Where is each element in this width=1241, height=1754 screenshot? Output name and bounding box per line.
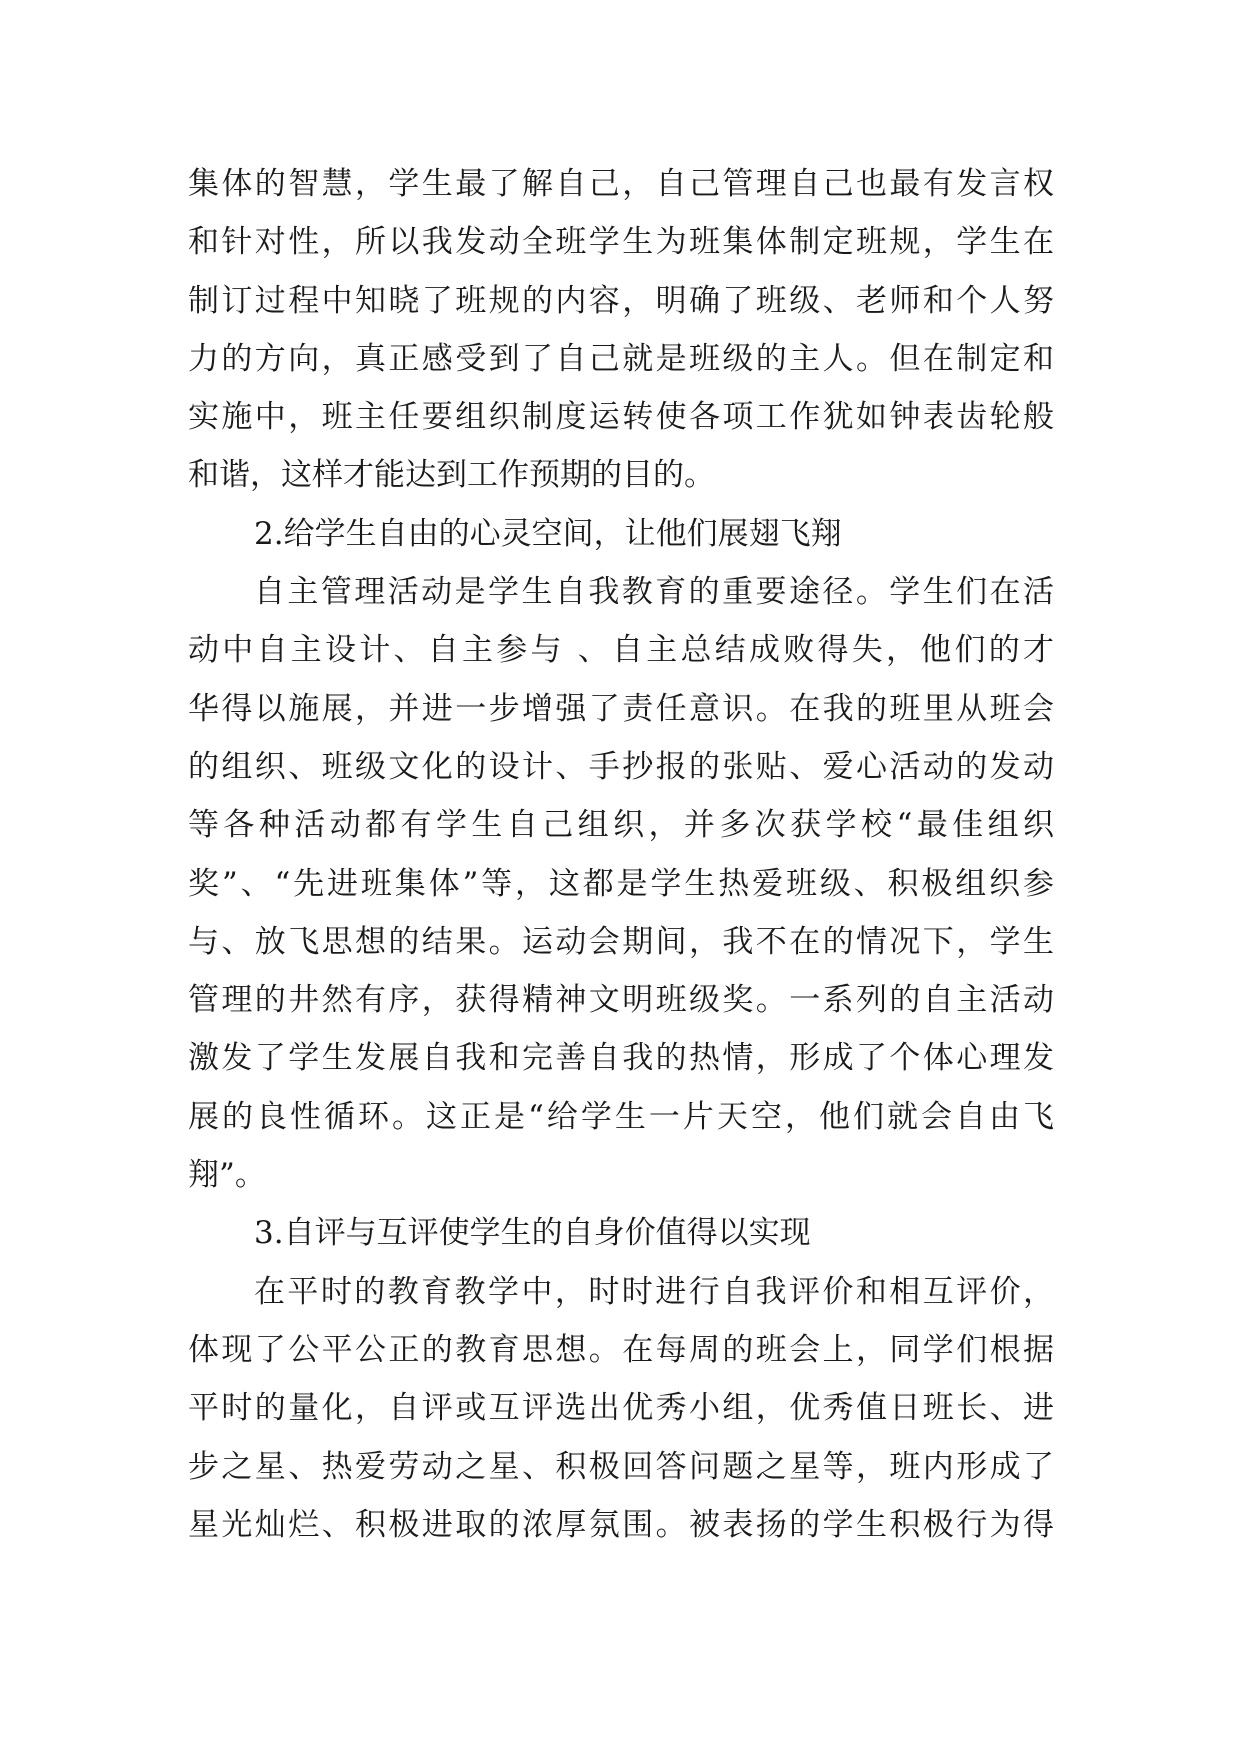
text-line: 华得以施展，并进一步增强了责任意识。在我的班里从班会 <box>188 690 1054 727</box>
text-line: 平时的量化，自评或互评选出优秀小组，优秀值日班长、进 <box>188 1390 1054 1427</box>
text-line: 力的方向，真正感受到了自己就是班级的主人。但在制定和 <box>188 340 1054 377</box>
text-line: 自主管理活动是学生自我教育的重要途径。学生们在活 <box>254 574 1054 611</box>
text-line: 制订过程中知晓了班规的内容，明确了班级、老师和个人努 <box>188 282 1054 319</box>
text-line: 与、放飞思想的结果。运动会期间，我不在的情况下，学生 <box>188 923 1054 960</box>
text-line: 集体的智慧，学生最了解自己，自己管理自己也最有发言权 <box>188 166 1054 202</box>
text-line: 激发了学生发展自我和完善自我的热情，形成了个体心理发 <box>188 1040 1054 1077</box>
document-body <box>188 155 1054 1554</box>
text-line: 在平时的教育教学中，时时进行自我评价和相互评价， <box>254 1273 1054 1310</box>
text-line: 和谐，这样才能达到工作预期的目的。 <box>188 457 715 494</box>
text-line: 管理的井然有序，获得精神文明班级奖。一系列的自主活动 <box>188 982 1054 1019</box>
text-line: 奖”、“先进班集体”等，这都是学生热爱班级、积极组织参 <box>188 865 1054 902</box>
text-line: 等各种活动都有学生自己组织，并多次获学校“最佳组织 <box>188 807 1054 844</box>
text-line: 实施中，班主任要组织制度运转使各项工作犹如钟表齿轮般 <box>188 399 1054 436</box>
text-line: 动中自主设计、自主参与 、自主总结成败得失，他们的才 <box>188 632 1054 669</box>
text-line: 2.给学生自由的心灵空间，让他们展翅飞翔 <box>254 515 842 552</box>
text-line: 和针对性，所以我发动全班学生为班集体制定班规，学生在 <box>188 224 1054 261</box>
text-line: 星光灿烂、积极进取的浓厚氛围。被表扬的学生积极行为得 <box>188 1506 1054 1543</box>
text-line: 体现了公平公正的教育思想。在每周的班会上，同学们根据 <box>188 1331 1054 1368</box>
text-line: 翔”。 <box>188 1157 266 1194</box>
text-line: 3.自评与互评使学生的自身价值得以实现 <box>254 1215 811 1252</box>
text-line: 展的良性循环。这正是“给学生一片天空，他们就会自由飞 <box>188 1098 1054 1135</box>
text-line: 的组织、班级文化的设计、手抄报的张贴、爱心活动的发动 <box>188 748 1054 785</box>
text-line: 步之星、热爱劳动之星、积极回答问题之星等，班内形成了 <box>188 1448 1054 1485</box>
